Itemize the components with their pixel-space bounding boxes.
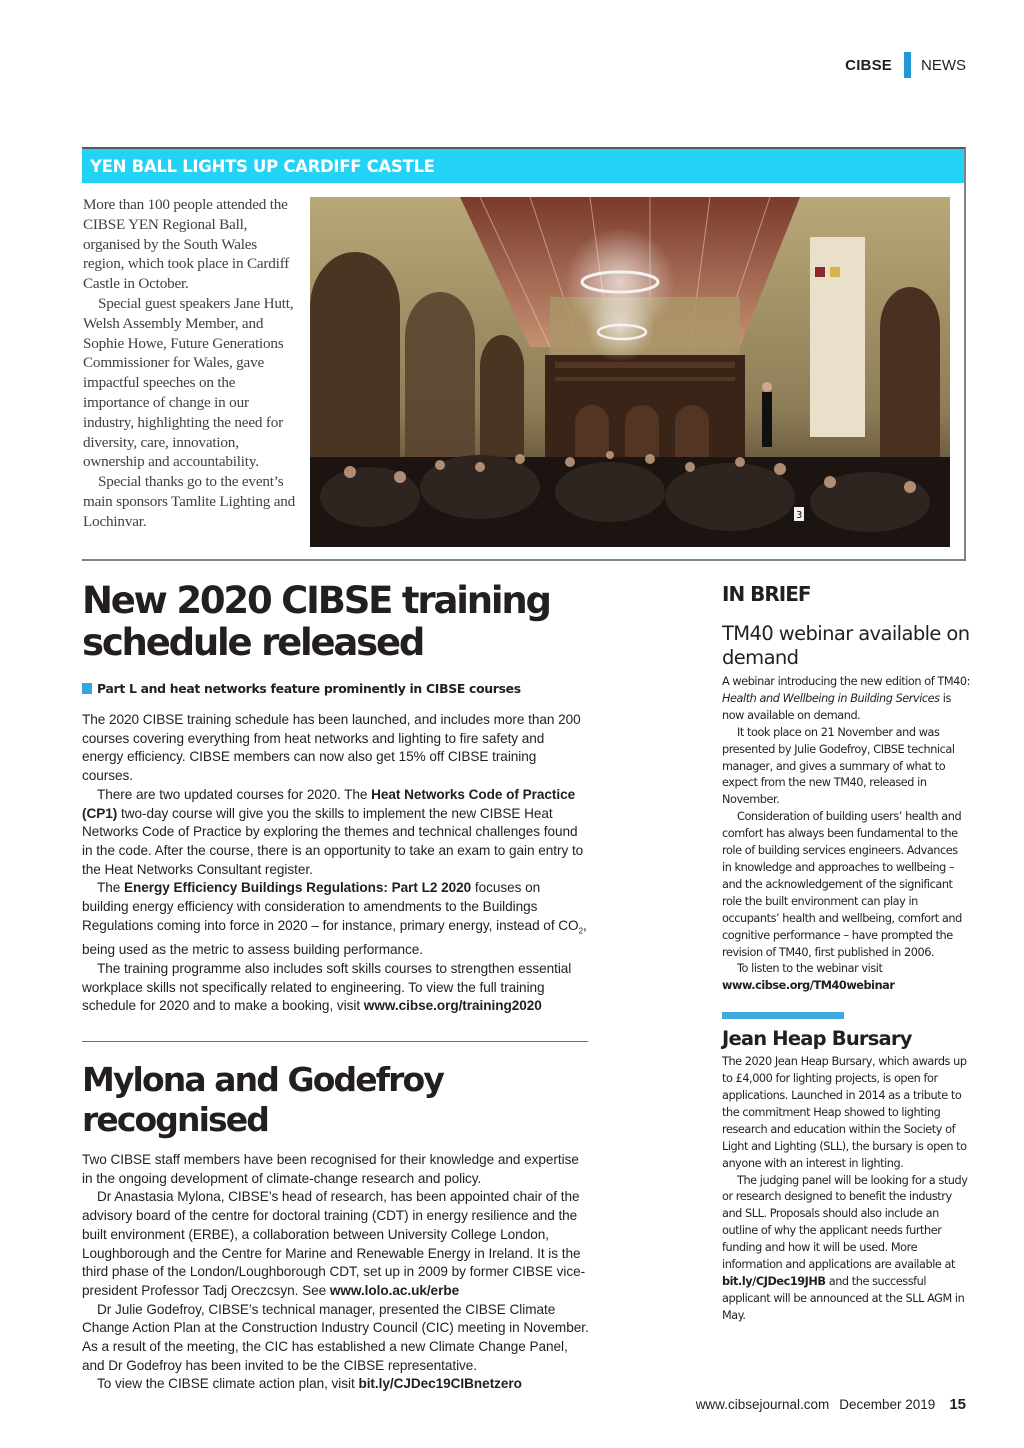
brief-paragraph	[722, 674, 970, 725]
table-number: 3	[796, 510, 803, 521]
body-paragraph	[82, 1188, 592, 1300]
section-label: NEWS	[921, 56, 966, 74]
feature-banner	[82, 149, 964, 183]
brief-title: Jean Heap Bursary	[722, 1027, 912, 1051]
brief-paragraph: Consideration of building users’ health and comfort has always been fundamental to the role of building services engineers. Advances in knowledge and approaches to wellbeing – and the acknowledgement of the significant role the built environment can play in occupants’ health and wellbeing, comfort and cognitive performance – have prompted the revision of TM40, first published in 2006.	[722, 810, 962, 959]
text-run: The judging panel will be looking for a study or research designed to benefit the industry and SLL. Proposals should also include an outline of why the applicant needs further funding and how it will be used. More information and applications are available at	[722, 1173, 968, 1272]
brief-paragraph: To listen to the webinar visit	[737, 962, 883, 976]
photo-illustration	[310, 197, 950, 547]
feature-paragraph: Special thanks go to the event’s main sponsors Tamlite Lighting and Lochinvar.	[83, 473, 296, 530]
text-run: two-day course will give you the skills to implement the new CIBSE Heat Networks Code of Practice by exploring the themes and technical challenges found in the code. After the course, there is an opportunity to take an exam to gain entry to the Heat Networks Consultant register.	[82, 805, 584, 877]
text-run: is now available on demand.	[722, 691, 951, 722]
body-paragraph	[82, 879, 588, 960]
page-footer	[696, 1396, 966, 1413]
journal-url[interactable]: www.cibsejournal.com	[695, 1397, 830, 1412]
text-run: , being used as the metric to assess building performance.	[82, 917, 587, 958]
publication-title: Health and Wellbeing in Building Services	[722, 691, 940, 705]
sidebar-divider	[722, 1012, 844, 1019]
standfirst	[82, 681, 588, 696]
headline-line: schedule released	[82, 621, 424, 664]
body-paragraph: Two CIBSE staff members have been recognised for their knowledge and expertise in the ongoing development of climate-change research and policy.	[82, 1152, 579, 1186]
text-run: There are two updated courses for 2020. The	[97, 786, 372, 802]
article-headline	[82, 580, 588, 664]
feature-text	[83, 195, 298, 532]
article-headline: Mylona and Godefroy recognised	[82, 1060, 443, 1139]
lolo-link[interactable]: www.lolo.ac.uk/erbe	[329, 1282, 460, 1298]
in-brief-sidebar	[722, 582, 970, 1325]
feature-paragraph: More than 100 people attended the CIBSE YEN Regional Ball, organised by the South Wales region, which took place in Cardiff Castle in October.	[83, 196, 290, 293]
article-recognised	[82, 1060, 592, 1394]
bursary-link[interactable]: bit.ly/CJDec19JHB	[722, 1275, 826, 1288]
text-run: To view the CIBSE climate action plan, visit	[97, 1376, 359, 1392]
headline-line: New 2020 CIBSE training	[82, 579, 550, 622]
course-name: Heat Networks Code of Practice (CP1)	[82, 786, 576, 821]
brief-paragraph: The 2020 Jean Heap Bursary, which awards up to £4,000 for lighting projects, is open for applications. Launched in 2014 as a tribute to the commitment Heap showed to lighting research and education within the Society of Light and Lighting (SLL), the bursary is open to anyone with an interest in lighting.	[722, 1055, 967, 1170]
brief-paragraph: It took place on 21 November and was presented by Julie Godefroy, CIBSE technical manager, and gives a summary of what to expect from the new TM40, released in November.	[722, 725, 955, 807]
brief-title: TM40 webinar available on demand	[722, 622, 970, 669]
webinar-link[interactable]: www.cibse.org/TM40webinar	[722, 979, 895, 993]
brief-body	[722, 1054, 970, 1325]
article-training	[82, 580, 588, 1016]
castle-ballroom-photo	[310, 197, 950, 547]
text-run: Dr Anastasia Mylona, CIBSE’s head of research, has been appointed chair of the advisory board of the centre for doctoral training (CDT) in energy resilience and the built environment (ERBE), a collaboration between University College London, Loughborough and the Centre for Marine and Renewable Energy in Ireland. It is the third phase of the London/Loughborough CDT, set up in 2009 by former CIBSE vice-president Professor Tadj Oreczcsyn. See	[82, 1189, 586, 1298]
feature-title: YEN BALL LIGHTS UP CARDIFF CASTLE	[90, 156, 435, 176]
body-paragraph	[82, 960, 588, 1016]
feature-box	[82, 147, 966, 561]
text-run: A webinar introducing the new edition of TM40:	[722, 675, 970, 688]
text-run: and the successful applicant will be announced at the SLL AGM in May.	[722, 1275, 965, 1322]
text-run: The training programme also includes soft skills courses to strengthen essential workplace skills not specifically related to engineering. To view the full training schedule for 2020 and to make a booking, visit	[82, 960, 572, 1014]
brief-paragraph	[722, 1173, 970, 1325]
page-header	[845, 52, 966, 78]
standfirst-text: Part L and heat networks feature prominently in CIBSE courses	[97, 681, 521, 696]
standfirst-square-icon	[82, 683, 92, 694]
training-link[interactable]: www.cibse.org/training2020	[363, 998, 542, 1014]
brief-body	[722, 674, 970, 995]
sidebar-heading: IN BRIEF	[722, 582, 811, 606]
section-divider	[82, 1041, 588, 1042]
article-body	[82, 1151, 592, 1394]
article-body	[82, 711, 588, 1016]
body-paragraph: Dr Julie Godefroy, CIBSE’s technical manager, presented the CIBSE Climate Change Action Plan at the Construction Industry Council (CIC) meeting in November. As a result of the meeting, the CIC has established a new Climate Change Panel, and Dr Godefroy has been invited to be the CIBSE representative.	[82, 1301, 589, 1373]
webinar-link-line	[722, 978, 970, 995]
text-run: The	[97, 880, 125, 896]
text-run: focuses on building energy efficiency with consideration to amendments to the Buildings Regulations coming into force in 2020 – for instance, primary energy, instead of CO	[82, 880, 579, 933]
netzero-link[interactable]: bit.ly/CJDec19CIBnetzero	[358, 1376, 522, 1392]
page-number: 15	[949, 1396, 966, 1413]
body-paragraph	[82, 786, 588, 880]
brand-name: CIBSE	[845, 56, 892, 74]
header-divider-bar	[904, 52, 911, 78]
issue-date: December 2019	[839, 1397, 936, 1412]
course-name: Energy Efficiency Buildings Regulations: Part L2 2020	[124, 880, 472, 896]
body-paragraph	[82, 1375, 592, 1394]
feature-paragraph: Special guest speakers Jane Hutt, Welsh Assembly Member, and Sophie Howe, Future Generations Commissioner for Wales, gave impactful speeches on the importance of change in our industry, highlighting the need for diversity, care, innovation, ownership and accountability.	[83, 294, 294, 471]
subscript: 2	[578, 926, 583, 936]
body-paragraph: The 2020 CIBSE training schedule has been launched, and includes more than 200 courses covering everything from heat networks and lighting to fire safety and energy efficiency. CIBSE members can now also get 15% off CIBSE training courses.	[82, 712, 581, 784]
